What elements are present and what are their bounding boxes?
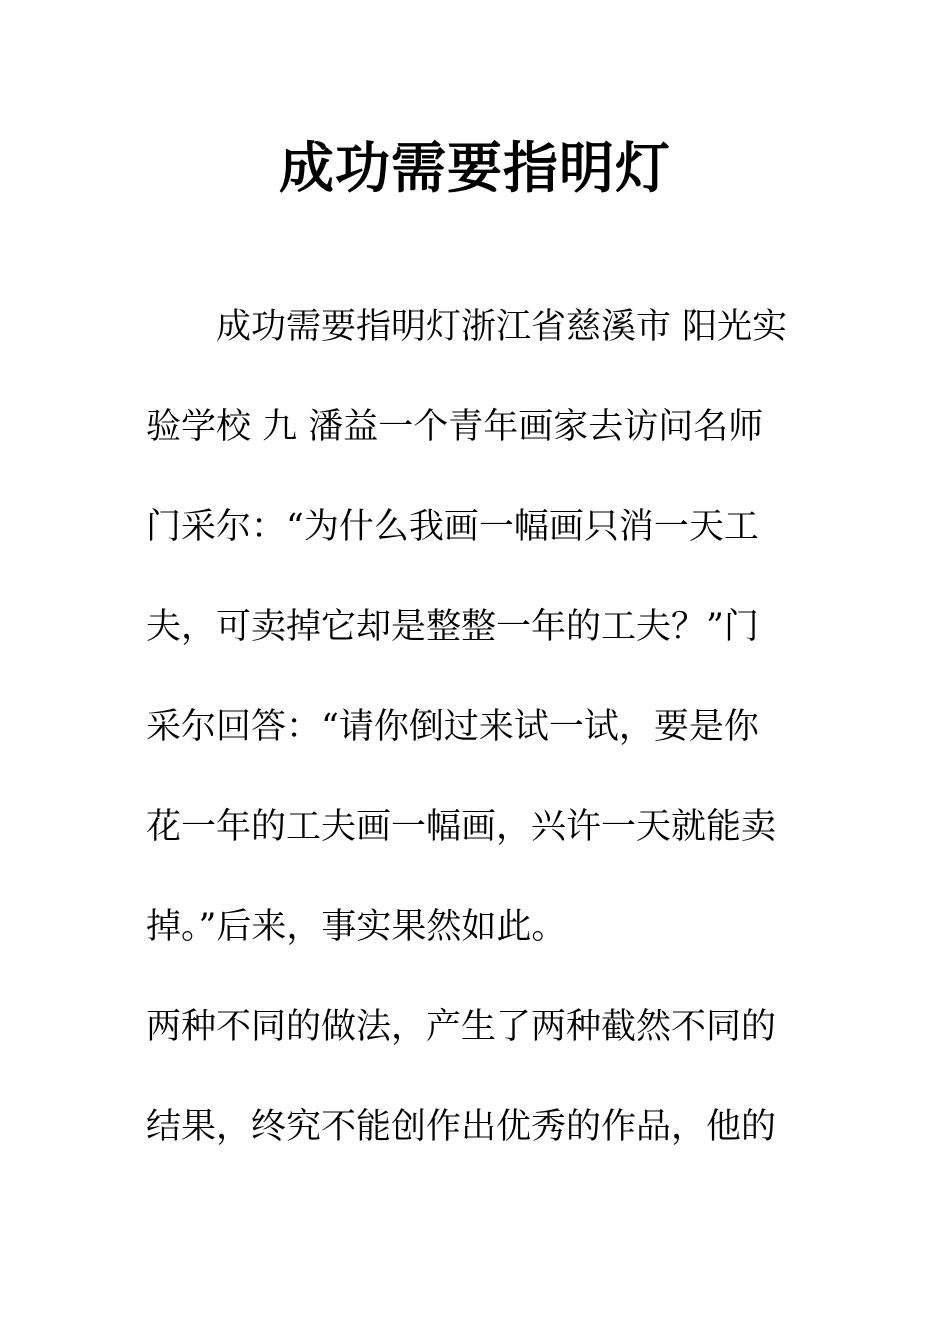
document-title: 成功需要指明灯 [278,136,671,200]
paragraph-line: 花一年的工夫画一幅画，兴许一天就能卖 [146,807,777,847]
paragraph-line: 夫，可卖掉它却是整整一年的工夫？”门 [146,607,759,647]
paragraph-line: 门采尔：“为什么我画一幅画只消一天工 [146,507,759,547]
paragraph-line: 采尔回答：“请你倒过来试一试，要是你 [146,707,759,747]
paragraph-line: 掉。”后来，事实果然如此。 [146,907,567,947]
paragraph-line: 两种不同的做法，产生了两种截然不同的 [146,1007,777,1047]
paragraph-line: 结果，终究不能创作出优秀的作品，他的 [146,1107,777,1147]
paragraph-line: 成功需要指明灯浙江省慈溪市 阳光实 [216,307,788,347]
paragraph-line: 验学校 九 潘益一个青年画家去访问名师 [146,407,764,447]
